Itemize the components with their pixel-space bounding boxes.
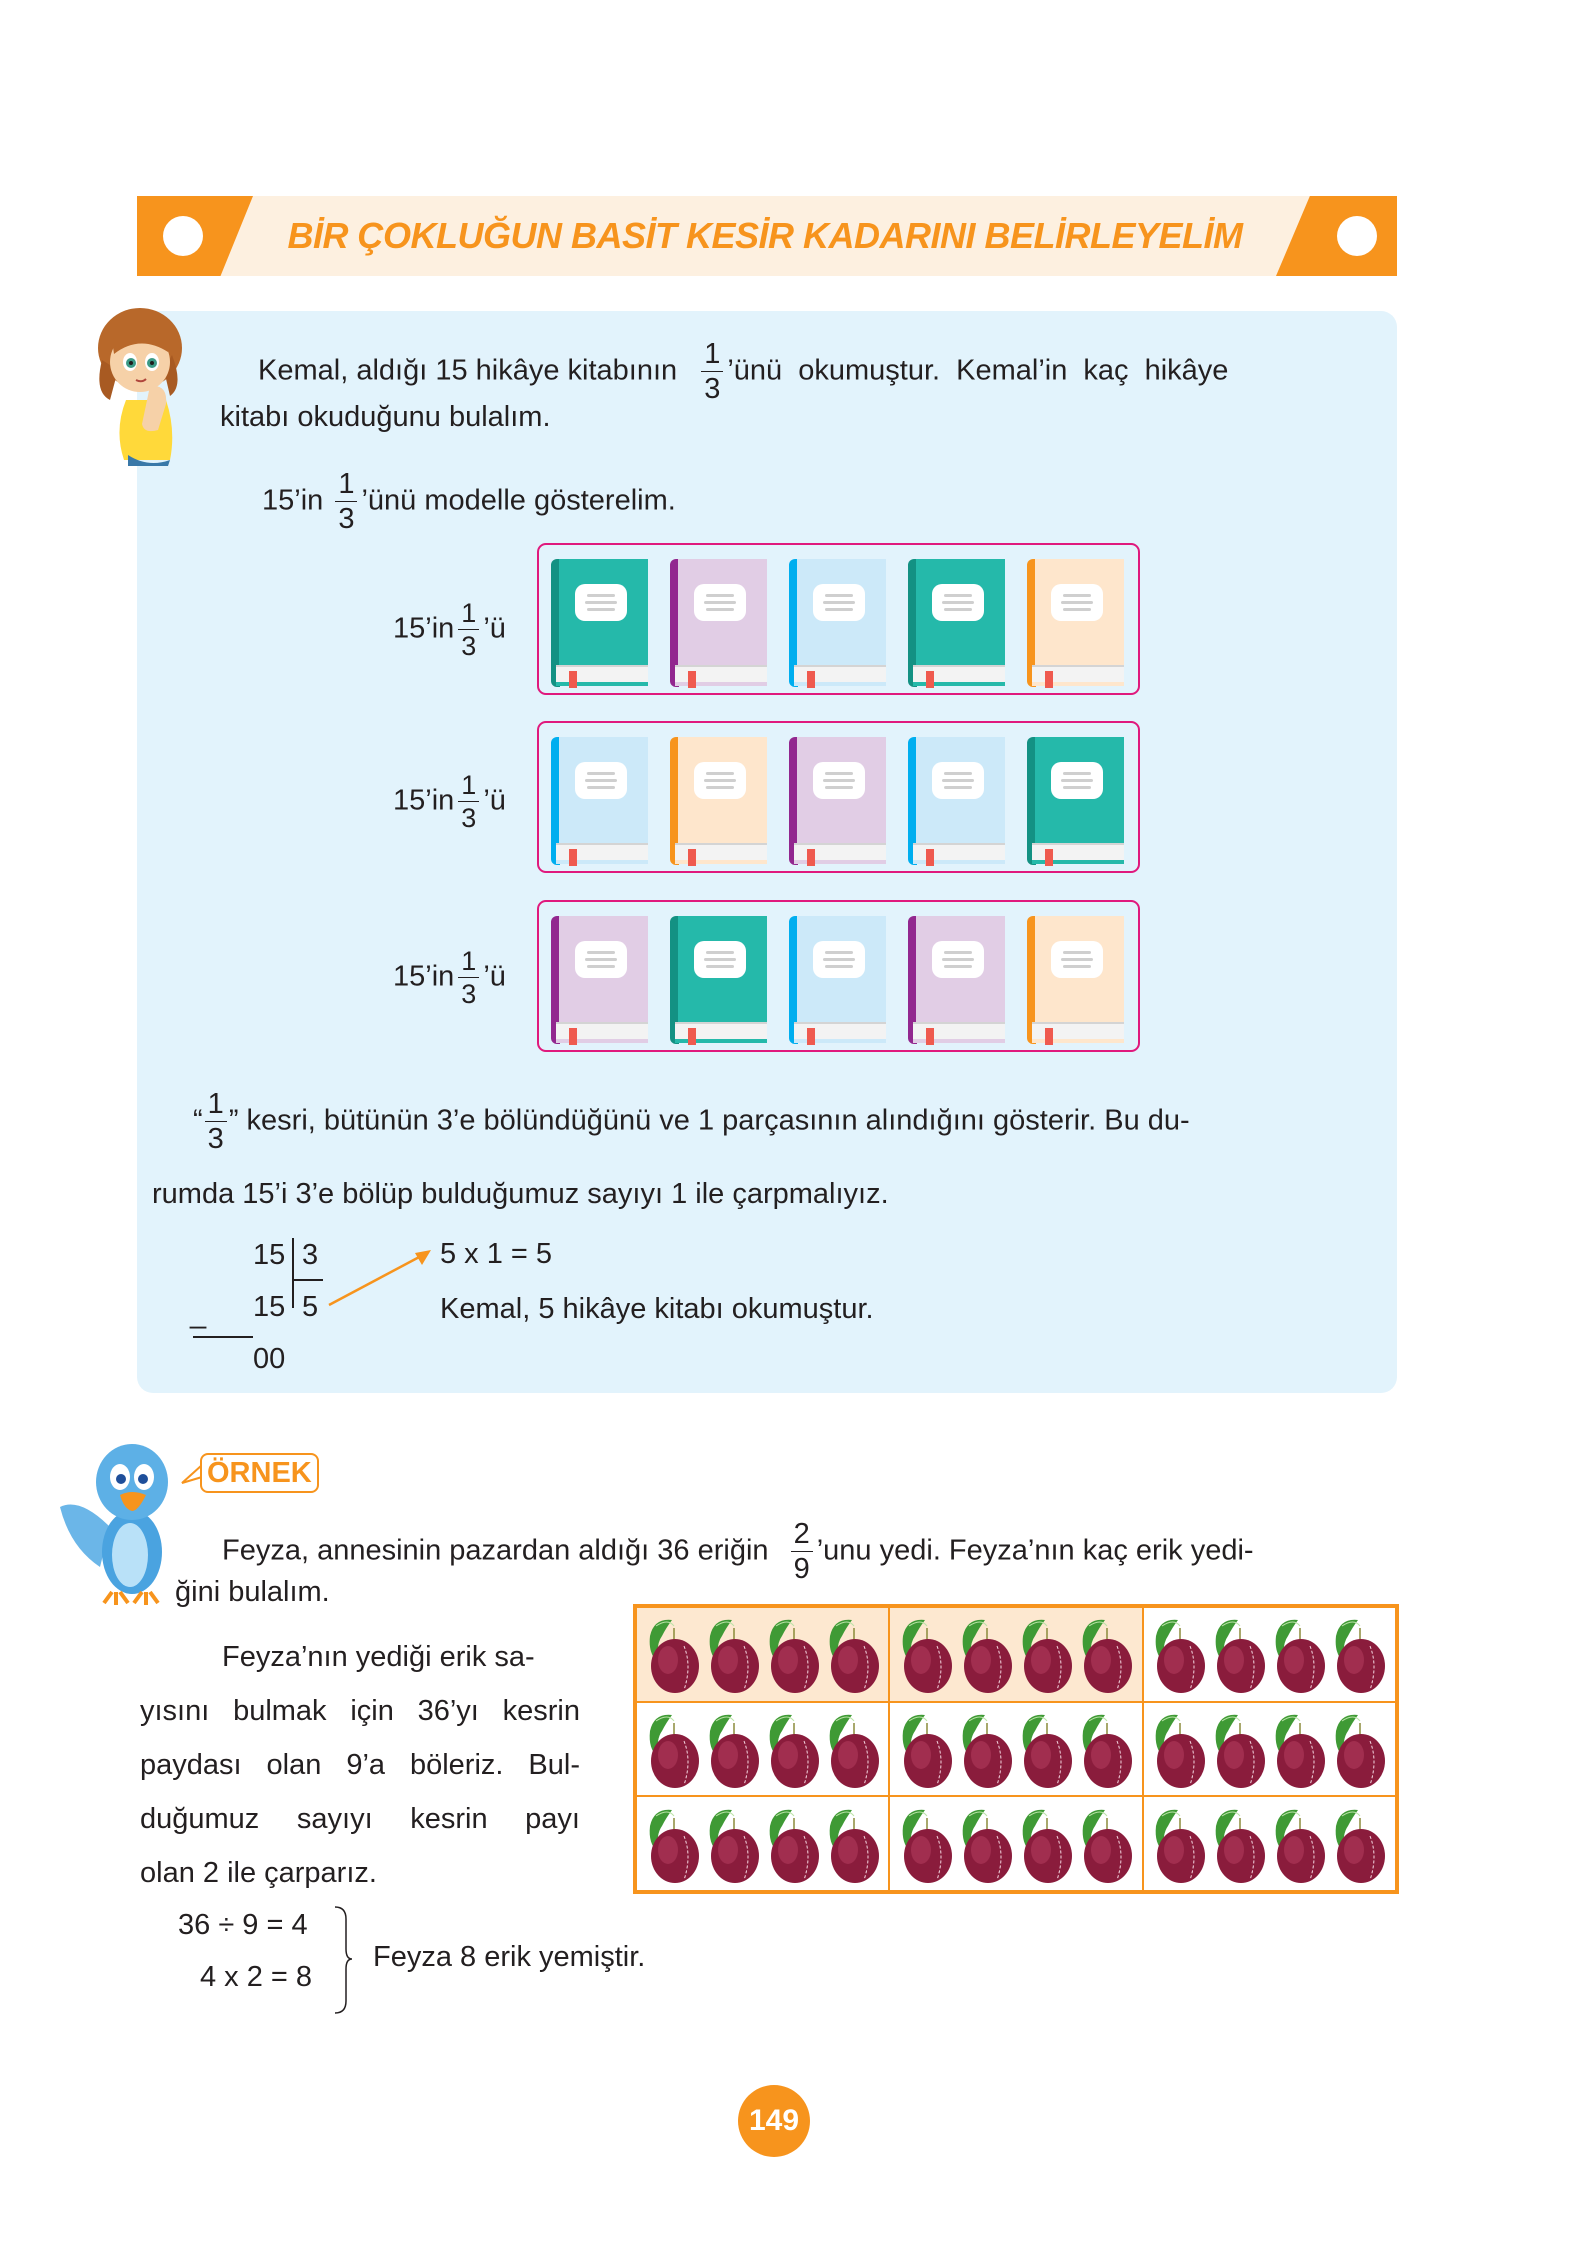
book-group-2: [537, 721, 1140, 873]
division-remainder: 00: [253, 1343, 286, 1375]
plum-icon: [1210, 1804, 1268, 1884]
plum-icon: [897, 1614, 955, 1694]
plum-icon: [644, 1804, 702, 1884]
minus-sign: _: [190, 1298, 207, 1330]
book-icon: [789, 916, 886, 1046]
plum-group-cell: [636, 1702, 889, 1797]
plum-icon: [1150, 1709, 1208, 1789]
explanation-line1: “ $\frac{1}{3}$ ” kesri, bütünün 3’e bölündüğünü ve 1 parçasının alındığını gösterir. Bu du-: [193, 1088, 1190, 1155]
book-icon: [789, 559, 886, 689]
calc-division: 36 ÷ 9 = 4: [178, 1909, 308, 1941]
circle-icon: [1337, 216, 1377, 256]
book-icon: [908, 737, 1005, 867]
plum-group-cell: [889, 1702, 1142, 1797]
section-title: BİR ÇOKLUĞUN BASİT KESİR KADARINI BELİRLEYELİM: [287, 215, 1243, 256]
book-icon: [551, 737, 648, 867]
book-icon: [670, 737, 767, 867]
arrow-icon: [325, 1245, 435, 1310]
example-statement-line1: Feyza, annesinin pazardan aldığı 36 eriğin $\frac{2}{9}$ ’unu yedi. Feyza’nın kaç erik yedi-: [222, 1518, 1254, 1585]
row-label-1: 15’in $\frac{1}{3}$ ’ü: [393, 598, 506, 661]
plum-icon: [1270, 1709, 1328, 1789]
plum-group-cell: [636, 1796, 889, 1891]
plum-icon: [764, 1709, 822, 1789]
example-badge: ÖRNEK: [200, 1453, 319, 1493]
girl-icon: [88, 300, 208, 468]
text: 15’in: [262, 484, 324, 517]
plum-icon: [1270, 1614, 1328, 1694]
plum-icon: [1017, 1614, 1075, 1694]
division-quotient: 5: [302, 1291, 319, 1323]
book-icon: [908, 559, 1005, 689]
calc-multiplication: 4 x 2 = 8: [200, 1961, 313, 1993]
plum-icon: [1330, 1614, 1388, 1694]
plum-icon: [1077, 1614, 1135, 1694]
plum-grid: [633, 1604, 1399, 1894]
book-icon: [670, 916, 767, 1046]
plum-icon: [644, 1709, 702, 1789]
plum-icon: [1077, 1709, 1135, 1789]
plum-icon: [764, 1804, 822, 1884]
plum-icon: [957, 1614, 1015, 1694]
row-label-2: 15’in $\frac{1}{3}$ ’ü: [393, 770, 506, 833]
plum-group-cell: [636, 1607, 889, 1702]
plum-icon: [704, 1804, 762, 1884]
plum-icon: [1017, 1709, 1075, 1789]
plum-icon: [1150, 1614, 1208, 1694]
plum-icon: [1330, 1709, 1388, 1789]
example-statement-line2: ğini bulalım.: [175, 1576, 330, 1608]
girl-illustration: [88, 300, 208, 468]
division-line: [293, 1279, 323, 1281]
model-instruction: [262, 470, 676, 534]
plum-icon: [1077, 1804, 1135, 1884]
division-subtract: 15: [253, 1291, 286, 1323]
plum-group-cell: [1143, 1702, 1396, 1797]
curly-brace-icon: [332, 1905, 354, 2015]
book-icon: [670, 559, 767, 689]
text: Kemal, aldığı 15 hikâye kitabının: [258, 354, 678, 387]
plum-icon: [704, 1614, 762, 1694]
text: ’ünü modelle gösterelim.: [361, 484, 676, 517]
book-icon: [1027, 737, 1124, 867]
plum-icon: [704, 1709, 762, 1789]
plum-icon: [897, 1709, 955, 1789]
plum-icon: [957, 1709, 1015, 1789]
page-number: 149: [738, 2085, 810, 2157]
plum-icon: [644, 1614, 702, 1694]
division-dividend: 15: [253, 1239, 286, 1271]
book-icon: [1027, 916, 1124, 1046]
plum-icon: [824, 1709, 882, 1789]
plum-icon: [897, 1804, 955, 1884]
plum-icon: [1330, 1804, 1388, 1884]
plum-icon: [1270, 1804, 1328, 1884]
book-icon: [789, 737, 886, 867]
division-bar: [292, 1238, 294, 1308]
plum-icon: [824, 1804, 882, 1884]
book-icon: [551, 559, 648, 689]
book-icon: [1027, 559, 1124, 689]
fraction-1-3: $\frac{1}{3}$: [335, 470, 357, 534]
book-icon: [908, 916, 1005, 1046]
answer-1: Kemal, 5 hikâye kitabı okumuştur.: [440, 1293, 874, 1325]
plum-icon: [1017, 1804, 1075, 1884]
row-label-3: 15’in $\frac{1}{3}$ ’ü: [393, 946, 506, 1009]
answer-2: Feyza 8 erik yemiştir.: [373, 1941, 646, 1973]
plum-icon: [957, 1804, 1015, 1884]
book-icon: [551, 916, 648, 1046]
plum-group-cell: [1143, 1796, 1396, 1891]
plum-group-cell: [889, 1796, 1142, 1891]
book-group-1: [537, 543, 1140, 695]
example-explanation: Feyza’nın yediği erik sa- yısını bulmak için 36’yı kesrin paydası olan 9’a böleriz. Bul- duğumuz sayıyı kesrin payı olan 2 ile çarparız.: [140, 1641, 580, 1889]
plum-group-cell: [1143, 1607, 1396, 1702]
circle-icon: [163, 216, 203, 256]
plum-group-cell: [889, 1607, 1142, 1702]
plum-icon: [1150, 1804, 1208, 1884]
plum-icon: [1210, 1614, 1268, 1694]
multiplication: 5 x 1 = 5: [440, 1238, 553, 1270]
plum-icon: [1210, 1709, 1268, 1789]
subtraction-line: [193, 1336, 253, 1338]
explanation-line2: rumda 15’i 3’e bölüp bulduğumuz sayıyı 1 ile çarpmalıyız.: [152, 1178, 889, 1210]
division-divisor: 3: [302, 1239, 319, 1271]
problem-statement-line2: kitabı okuduğunu bulalım.: [220, 401, 551, 433]
fraction-1-3: $\frac{1}{3}$: [701, 340, 723, 404]
text: ’ünü okumuştur. Kemal’in kaç hikâye: [727, 354, 1229, 387]
plum-icon: [824, 1614, 882, 1694]
book-group-3: [537, 900, 1140, 1052]
problem-statement-line1: [258, 340, 1228, 404]
plum-icon: [764, 1614, 822, 1694]
